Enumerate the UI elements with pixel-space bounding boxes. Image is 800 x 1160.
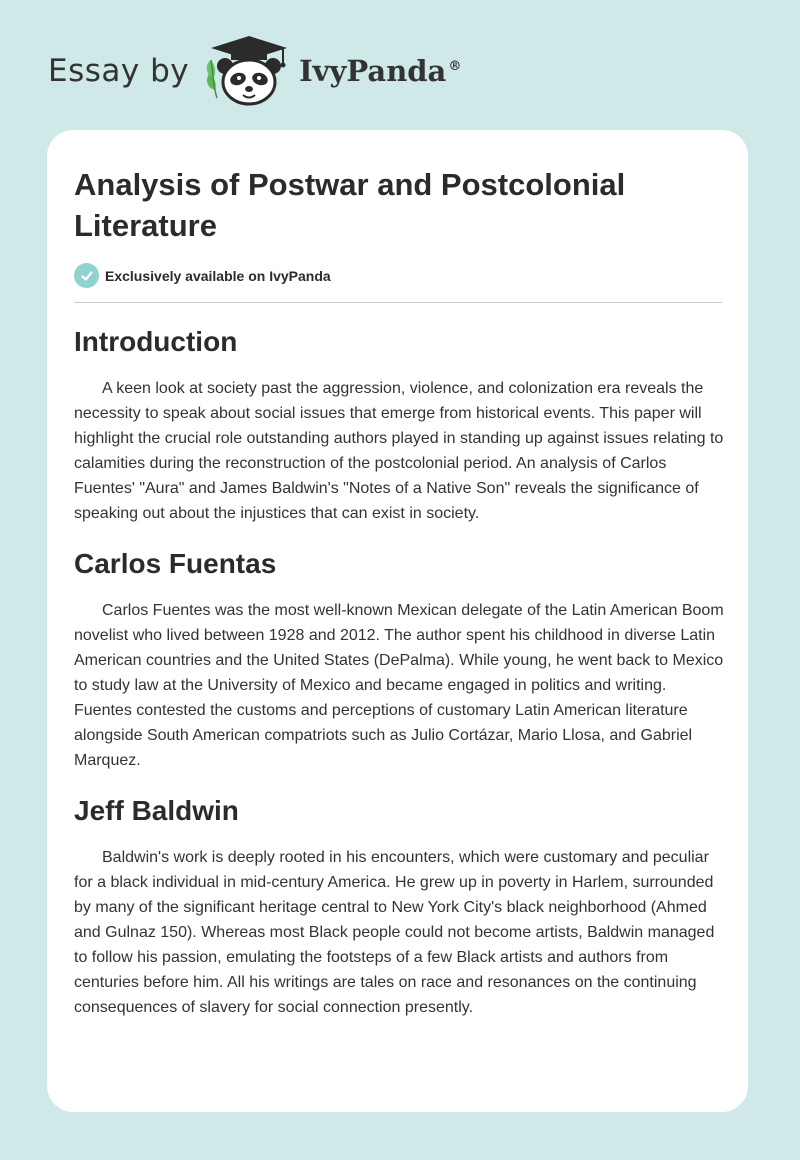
panda-graduate-icon[interactable] [203,34,291,108]
section-heading: Jeff Baldwin [74,795,239,826]
site-header [48,34,461,108]
section-paragraph: Carlos Fuentes was the most well-known Mexican delegate of the Latin American Boom novelist who lived between 1928 and 2012. The author spent his childhood in diverse Latin American countries and the United States (DePalma). While young, he went back to Mexico to study law at the University of Mexico and became engaged in politics and writing. Fuentes contested the customs and perceptions of customary Latin American literature alongside South American compatriots such as Julio Cortázar, Mario Llosa, and Gabriel Marquez. [74,602,724,769]
essay-content [74,324,724,1020]
section-paragraph: Baldwin's work is deeply rooted in his encounters, which were customary and peculiar for a black individual in mid-century America. He grew up in poverty in Harlem, surrounded by many of the significant heritage central to New York City's black neighborhood (Ahmed and Gulnaz 150). Whereas most Black people could not become artists, Baldwin managed to follow his passion, emulating the footsteps of a few Black artists and authors from centuries before him. All his writings are tales on race and resonances on the continuing consequences of slavery for social connection presently. [74,849,715,1016]
section-carlos-fuentas [74,546,724,773]
essay-card [47,130,748,1112]
badge-label: Exclusively available on IvyPanda [105,267,331,284]
section-heading: Carlos Fuentas [74,548,277,579]
brand-name[interactable]: IvyPanda ® [299,54,462,88]
section-introduction [74,324,724,526]
check-circle-icon [74,263,99,288]
page-title: Analysis of Postwar and Postcolonial Literature [74,167,626,243]
section-jeff-baldwin [74,793,724,1020]
exclusive-badge [74,263,331,288]
section-heading: Introduction [74,326,238,357]
divider [74,302,722,303]
essay-by-label: Essay by [48,53,190,89]
section-paragraph: A keen look at society past the aggression, violence, and colonization era reveals the necessity to speak about social issues that emerge from historical events. This paper will highlight the crucial role outstanding authors played in standing up against issues relating to calamities during the reconstruction of the postcolonial period. An analysis of Carlos Fuentes' "Aura" and James Baldwin's "Notes of a Native Son" reveals the significance of speaking out about the injustices that can exist in society. [74,380,724,522]
